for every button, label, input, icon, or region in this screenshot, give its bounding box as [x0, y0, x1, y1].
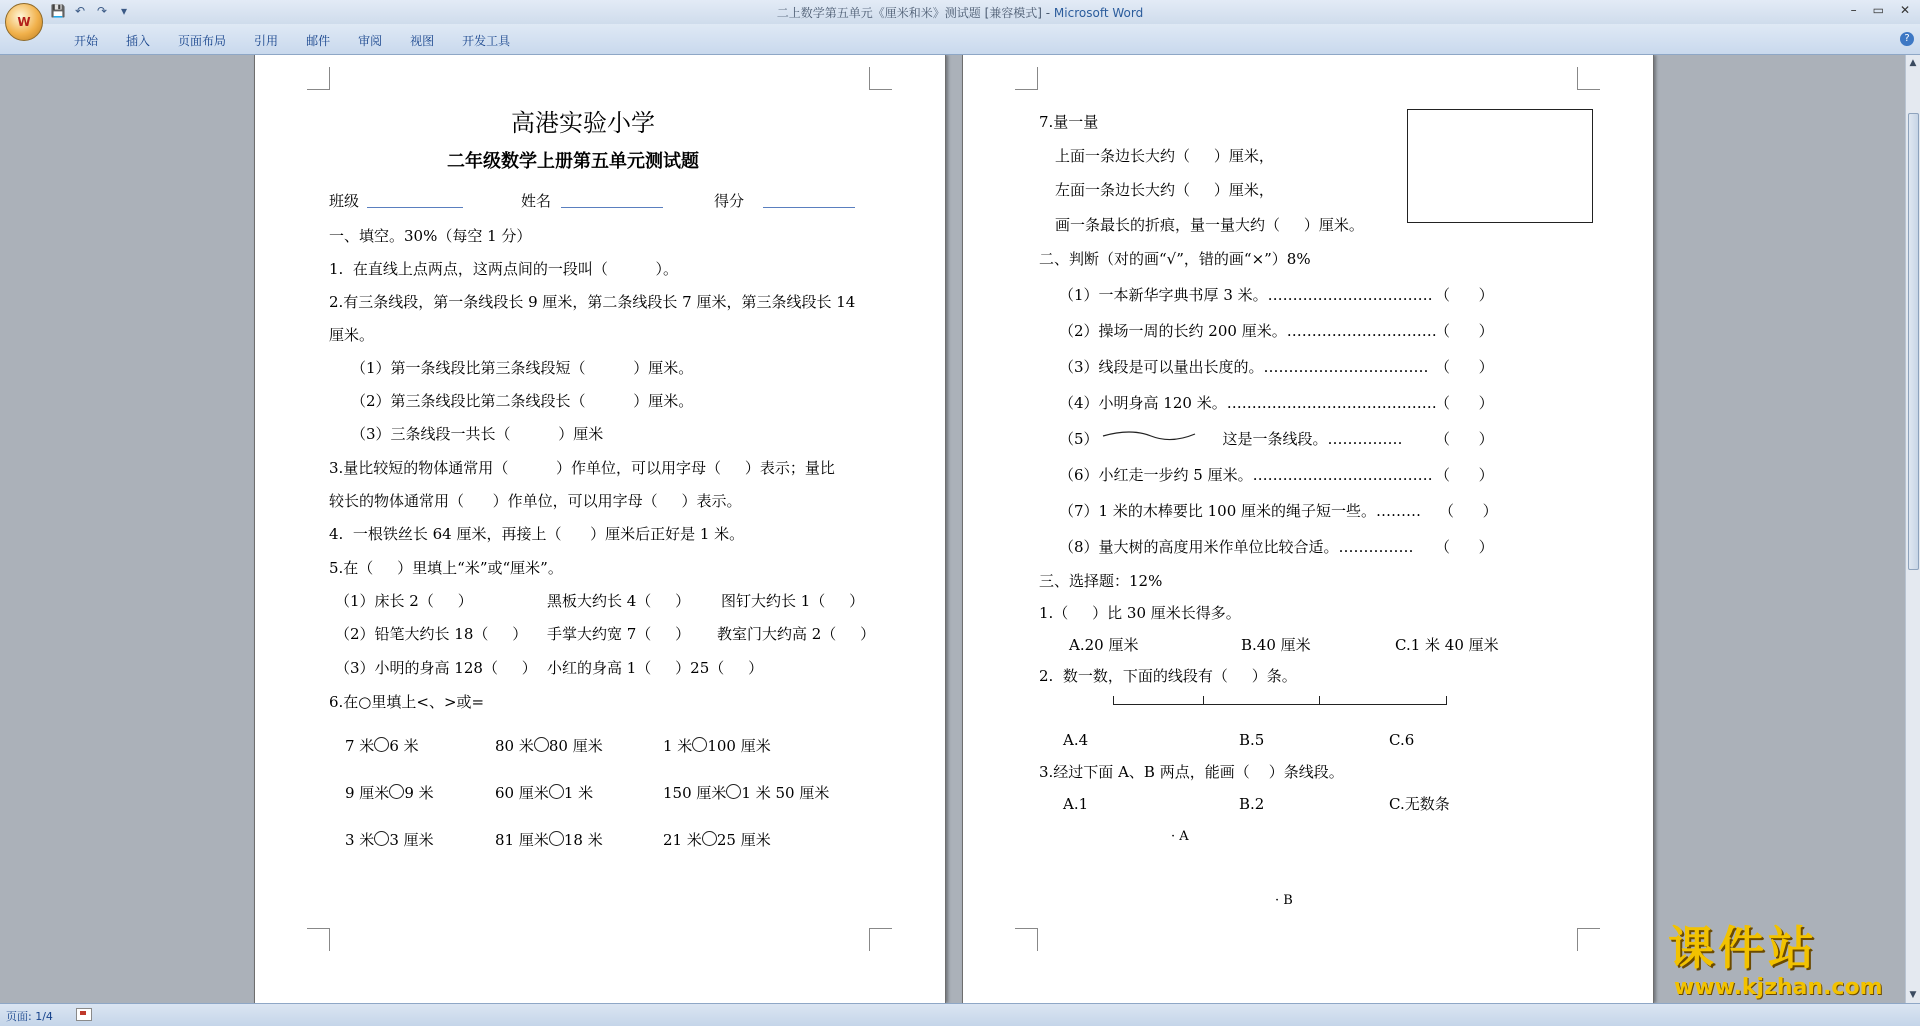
margin-corner-mark [307, 928, 330, 951]
compare-left: 80 米 [495, 737, 534, 755]
class-blank [367, 193, 463, 208]
school-name: 高港实验小学 [511, 109, 655, 137]
tab-insert[interactable]: 插入 [126, 34, 151, 48]
document-workspace[interactable] [0, 55, 1906, 1003]
compare-item [495, 784, 593, 802]
minimize-button[interactable]: – [1850, 3, 1857, 17]
choice-option: C.1 米 40 厘米 [1395, 636, 1499, 654]
judge-answer: （ ） [1435, 430, 1494, 448]
question-2-part-3: （3）三条线段一共长（ ）厘米 [351, 425, 604, 443]
judge-answer: （ ） [1439, 502, 1498, 520]
test-title: 二年级数学上册第五单元测试题 [447, 151, 699, 172]
page-count[interactable]: 页面: 1/4 [6, 1010, 53, 1023]
page-2 [962, 55, 1654, 1003]
choice-option: C.6 [1389, 731, 1415, 749]
circle-blank [389, 784, 404, 799]
window-title [0, 4, 1920, 21]
judge-item: （3）线段是可以量出长度的。…………………………… [1059, 358, 1429, 376]
q5-item: 手掌大约宽 7（ ） [547, 625, 691, 643]
compare-item [495, 737, 603, 755]
office-logo-icon: W [17, 15, 31, 29]
score-label: 得分 [714, 192, 745, 210]
choice-question-1: 1.（ ）比 30 厘米长得多。 [1039, 604, 1241, 622]
window-controls [1851, 3, 1910, 17]
compare-left: 150 厘米 [663, 784, 727, 802]
name-blank [561, 193, 663, 208]
segment-endpoint [1203, 696, 1204, 705]
tab-page-layout[interactable]: 页面布局 [178, 34, 227, 48]
margin-corner-mark [869, 928, 892, 951]
q5-item: 图钉大约长 1（ ） [721, 592, 865, 610]
question-3-line-2: 较长的物体通常用（ ）作单位，可以用字母（ ）表示。 [329, 492, 742, 510]
class-label: 班级 [329, 192, 360, 210]
proofing-icon[interactable] [76, 1008, 92, 1021]
redo-icon[interactable]: ↷ [96, 4, 108, 18]
margin-corner-mark [1577, 67, 1600, 90]
compare-item [495, 831, 603, 849]
margin-corner-mark [307, 67, 330, 90]
tab-references[interactable]: 引用 [254, 34, 279, 48]
watermark-brand: 课件站 [1668, 921, 1818, 975]
judge-answer: （ ） [1435, 394, 1494, 412]
question-3-line-1: 3.量比较短的物体通常用（ ）作单位，可以用字母（ ）表示；量比 [329, 459, 835, 477]
compare-right: 100 厘米 [707, 737, 771, 755]
close-button[interactable]: ✕ [1899, 3, 1910, 17]
question-7: 7.量一量 [1039, 113, 1099, 131]
margin-corner-mark [869, 67, 892, 90]
choice-option: A.20 厘米 [1069, 636, 1139, 654]
judge-item: （8）量大树的高度用米作单位比较合适。…………… [1059, 538, 1414, 556]
judge-item: （4）小明身高 120 米。…………………………………… [1059, 394, 1437, 412]
segment-endpoint [1446, 696, 1447, 705]
compare-right: 25 厘米 [716, 831, 771, 849]
compare-right: 1 米 50 厘米 [741, 784, 830, 802]
section-1-heading: 一、填空。30%（每空 1 分） [329, 227, 532, 245]
tab-view[interactable]: 视图 [410, 34, 435, 48]
compare-right: 9 米 [404, 784, 434, 802]
compare-left: 3 米 [345, 831, 375, 849]
vertical-scrollbar[interactable] [1905, 55, 1920, 1003]
segment-endpoint [1319, 696, 1320, 705]
choice-question-3: 3.经过下面 A、B 两点，能画（ ）条线段。 [1039, 763, 1344, 781]
point-b: · B [1275, 893, 1293, 908]
choice-option: A.4 [1063, 731, 1089, 749]
question-1: 1. 在直线上点两点，这两点间的一段叫（ ）。 [329, 260, 679, 278]
margin-corner-mark [1015, 67, 1038, 90]
document-title: 二上数学第五单元《厘米和米》测试题 [兼容模式] - [776, 6, 1054, 20]
circle-blank [702, 831, 717, 846]
judge-item: （7）1 米的木棒要比 100 厘米的绳子短一些。……… [1059, 502, 1422, 520]
choice-question-2: 2. 数一数，下面的线段有（ ）条。 [1039, 667, 1297, 685]
customize-qat-icon[interactable]: ▾ [120, 4, 128, 18]
judge-answer: （ ） [1435, 538, 1494, 556]
circle-blank [692, 737, 707, 752]
tab-mailings[interactable]: 邮件 [306, 34, 331, 48]
judge-item: （6）小红走一步约 5 厘米。……………………………… [1059, 466, 1433, 484]
restore-button[interactable]: ▭ [1872, 3, 1884, 17]
choice-option: A.1 [1063, 795, 1089, 813]
circle-blank [374, 831, 389, 846]
scrollbar-thumb[interactable] [1908, 113, 1919, 570]
title-bar [0, 0, 1920, 24]
compare-right: 80 厘米 [548, 737, 603, 755]
circle-blank [534, 737, 549, 752]
curved-line-figure [1101, 428, 1197, 444]
choice-option: B.40 厘米 [1241, 636, 1311, 654]
judge-item: （5） 这是一条线段。…………… [1059, 430, 1403, 448]
q5-item: 小红的身高 1（ ）25（ ） [547, 659, 764, 677]
choice-option: B.5 [1239, 731, 1265, 749]
tab-home[interactable]: 开始 [74, 34, 99, 48]
undo-icon[interactable]: ↶ [74, 4, 86, 18]
compare-item [663, 831, 771, 849]
question-2-part-1: （1）第一条线段比第三条线段短（ ）厘米。 [351, 359, 694, 377]
status-bar [0, 1003, 1920, 1026]
compare-left: 81 厘米 [495, 831, 549, 849]
ribbon-tabs [60, 30, 524, 53]
app-title: Microsoft Word [1053, 6, 1144, 20]
question-7-part-3: 画一条最长的折痕，量一量大约（ ）厘米。 [1055, 216, 1364, 234]
section-3-heading: 三、选择题：12% [1039, 572, 1163, 590]
ribbon [0, 24, 1920, 55]
circle-blank [549, 831, 564, 846]
compare-item [345, 831, 434, 849]
compare-left: 60 厘米 [495, 784, 549, 802]
segments-figure [1113, 694, 1447, 705]
tab-review[interactable]: 审阅 [358, 34, 383, 48]
circle-blank [726, 784, 741, 799]
segment-endpoint [1113, 696, 1114, 705]
question-4: 4. 一根铁丝长 64 厘米，再接上（ ）厘米后正好是 1 米。 [329, 525, 745, 543]
question-5: 5.在（ ）里填上“米”或“厘米”。 [329, 559, 563, 577]
circle-blank [374, 737, 389, 752]
choice-option: B.2 [1239, 795, 1265, 813]
judge-item: （2）操场一周的长约 200 厘米。………………………… [1059, 322, 1437, 340]
margin-corner-mark [1015, 928, 1038, 951]
compare-item [663, 784, 829, 802]
circle-blank [549, 784, 564, 799]
question-6: 6.在○里填上<、>或= [329, 693, 485, 711]
scroll-up-icon[interactable]: ▲ [1909, 58, 1917, 68]
help-icon[interactable]: ? [1900, 32, 1914, 46]
choice-option: C.无数条 [1389, 795, 1450, 813]
question-2-part-2: （2）第三条线段比第二条线段长（ ）厘米。 [351, 392, 694, 410]
compare-left: 1 米 [663, 737, 693, 755]
compare-item [345, 737, 419, 755]
question-2-line-1: 2.有三条线段，第一条线段长 9 厘米，第二条线段长 7 厘米，第三条线段长 14 [329, 293, 856, 311]
measure-rectangle [1407, 109, 1593, 223]
compare-left: 21 米 [663, 831, 702, 849]
watermark-url: www.kjzhan.com [1674, 975, 1883, 1000]
question-2-line-2: 厘米。 [329, 326, 375, 344]
compare-item [345, 784, 434, 802]
judge-answer: （ ） [1435, 466, 1494, 484]
q5-item: （2）铅笔大约长 18（ ） [335, 625, 528, 643]
section-2-heading: 二、判断（对的画“√”，错的画“×”）8% [1039, 250, 1311, 268]
compare-left: 9 厘米 [345, 784, 390, 802]
scroll-down-icon[interactable]: ▼ [1909, 990, 1917, 1000]
office-button[interactable] [5, 3, 43, 41]
q5-item: 教室门大约高 2（ ） [717, 625, 876, 643]
watermark-logo [1668, 922, 1908, 1006]
page-1 [254, 55, 946, 1003]
compare-right: 18 米 [563, 831, 603, 849]
margin-corner-mark [1577, 928, 1600, 951]
judge-answer: （ ） [1435, 286, 1494, 304]
point-a: · A [1171, 829, 1189, 844]
question-7-part-2: 左面一条边长大约（ ）厘米， [1055, 181, 1274, 199]
compare-right: 1 米 [563, 784, 594, 802]
q5-item: （1）床长 2（ ） [335, 592, 473, 610]
save-icon[interactable]: 💾 [50, 4, 66, 18]
compare-left: 7 米 [345, 737, 375, 755]
question-7-part-1: 上面一条边长大约（ ）厘米， [1055, 147, 1274, 165]
q5-item: 黑板大约长 4（ ） [547, 592, 691, 610]
compare-item [663, 737, 771, 755]
compare-right: 6 米 [389, 737, 419, 755]
q5-item: （3）小明的身高 128（ ） [335, 659, 537, 677]
compare-right: 3 厘米 [389, 831, 434, 849]
judge-answer: （ ） [1435, 322, 1494, 340]
name-label: 姓名 [521, 192, 552, 210]
tab-developer[interactable]: 开发工具 [462, 34, 511, 48]
score-blank [763, 193, 855, 208]
judge-item: （1）一本新华字典书厚 3 米。…………………………… [1059, 286, 1433, 304]
judge-answer: （ ） [1435, 358, 1494, 376]
